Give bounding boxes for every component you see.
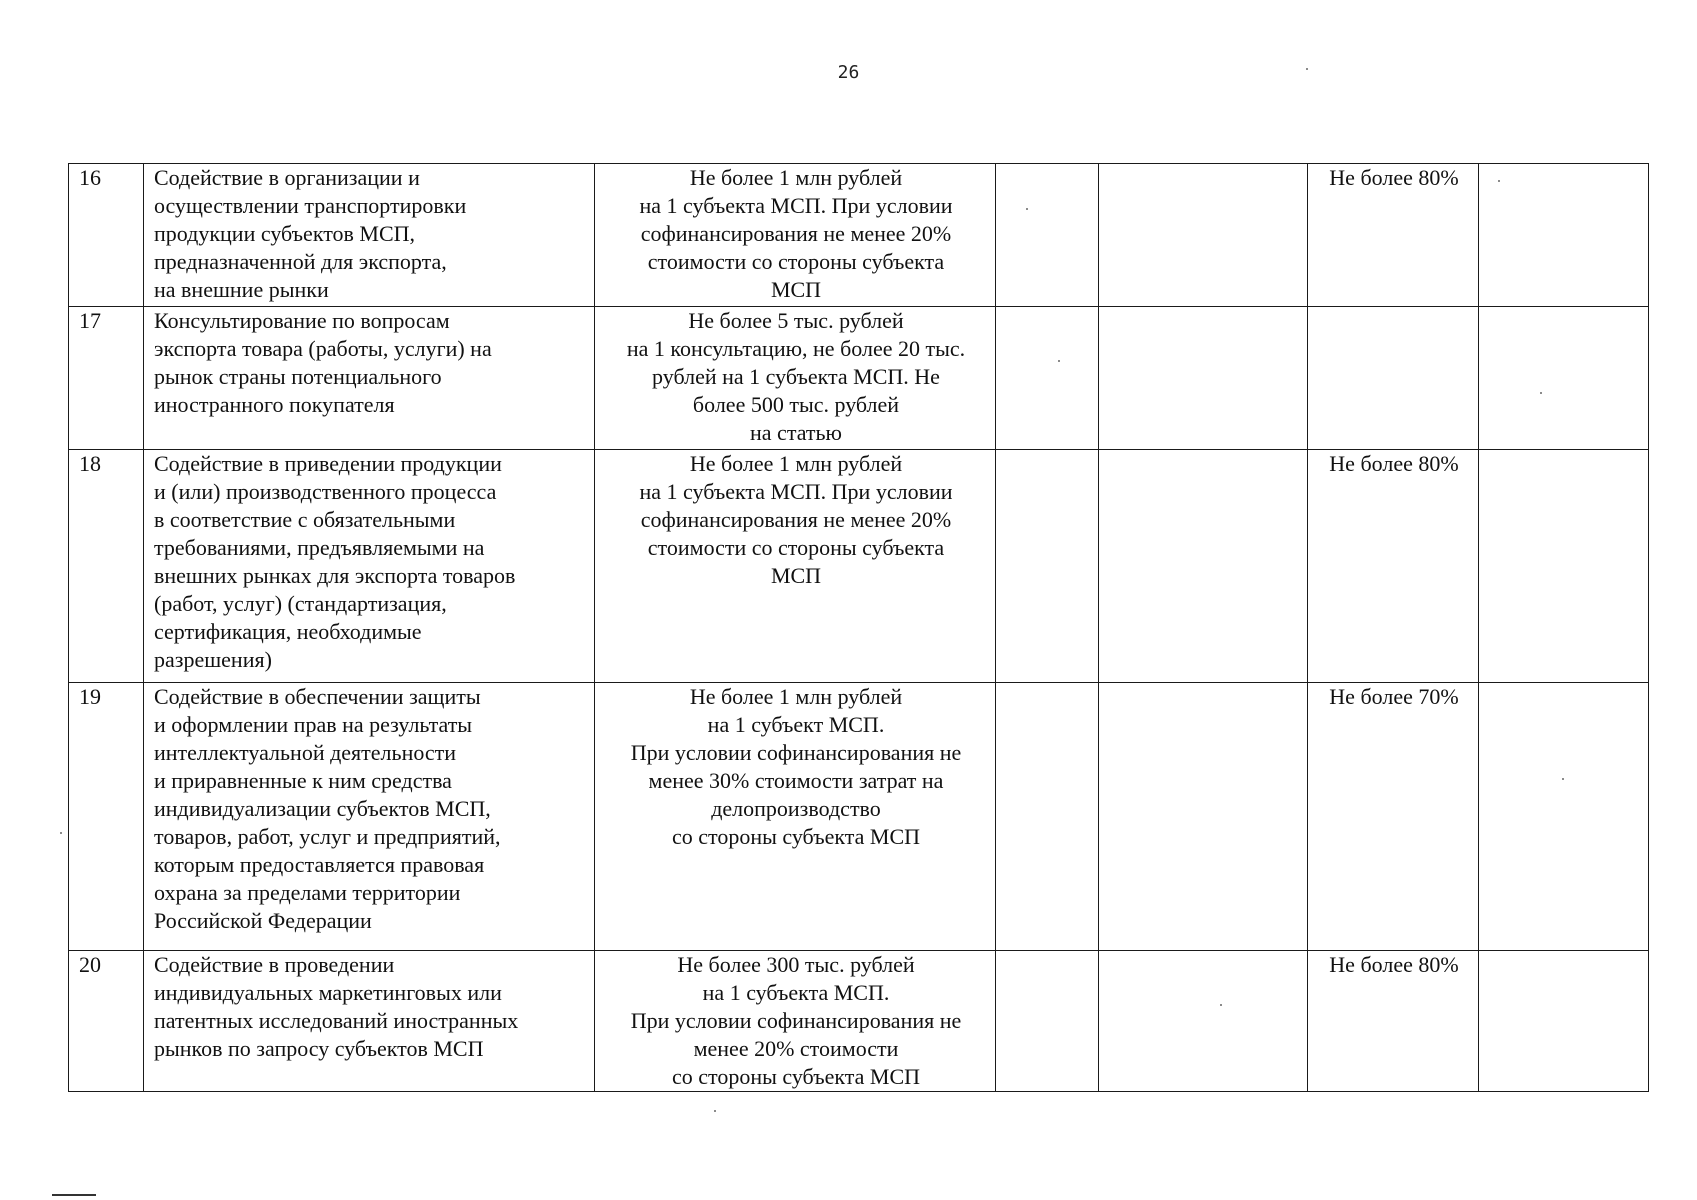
description-line: на внешние рынки — [154, 277, 329, 302]
support-conditions-cell — [595, 164, 996, 307]
condition-line: МСП — [770, 277, 822, 302]
support-conditions-cell — [595, 951, 996, 1092]
max-share-cell — [1308, 450, 1479, 683]
empty-cell — [1099, 683, 1308, 951]
condition-line: При условии софинансирования не — [630, 1008, 962, 1033]
description-line: рынков по запросу субъектов МСП — [154, 1036, 484, 1061]
condition-line: Не более 5 тыс. рублей — [688, 308, 904, 333]
empty-cell — [1099, 450, 1308, 683]
description-line: предназначенной для экспорта, — [154, 249, 447, 274]
scan-speck — [714, 1110, 716, 1112]
description-line: интеллектуальной деятельности — [154, 740, 457, 765]
description-line: индивидуальных маркетинговых или — [154, 980, 502, 1005]
row-number: 16 — [79, 165, 101, 190]
condition-line: на статью — [750, 420, 842, 445]
scan-speck — [1220, 1004, 1222, 1006]
row-number-cell — [69, 164, 144, 307]
scan-speck — [1562, 778, 1564, 780]
description-line: и оформлении прав на результаты — [154, 712, 473, 737]
description-line: Консультирование по вопросам — [154, 308, 450, 333]
description-line: индивидуализации субъектов МСП, — [154, 796, 491, 821]
table-body — [69, 164, 1649, 1092]
description-line: охрана за пределами территории — [154, 880, 461, 905]
condition-line: софинансирования не менее 20% — [640, 507, 952, 532]
scan-speck — [1306, 68, 1308, 70]
description-line: патентных исследований иностранных — [154, 1008, 519, 1033]
condition-line: делопроизводство — [711, 796, 881, 821]
max-share-cell — [1308, 164, 1479, 307]
condition-line: стоимости со стороны субъекта — [647, 249, 945, 274]
condition-line: Не более 1 млн рублей — [689, 451, 903, 476]
description-line: и (или) производственного процесса — [154, 479, 497, 504]
empty-cell — [1479, 683, 1649, 951]
table-row — [69, 307, 1649, 450]
empty-cell — [1479, 951, 1649, 1092]
measure-description-cell — [144, 307, 595, 450]
empty-cell — [1099, 951, 1308, 1092]
empty-cell — [1099, 164, 1308, 307]
description-line: в соответствие с обязательными — [154, 507, 456, 532]
condition-line: МСП — [770, 563, 822, 588]
max-share-value: Не более 80% — [1329, 451, 1459, 476]
description-line: внешних рынках для экспорта товаров — [154, 563, 516, 588]
condition-line: менее 30% стоимости затрат на — [648, 768, 944, 793]
condition-line: Не более 1 млн рублей — [689, 165, 903, 190]
measure-description-cell — [144, 683, 595, 951]
description-line: экспорта товара (работы, услуги) на — [154, 336, 492, 361]
condition-line: со стороны субъекта МСП — [671, 1064, 921, 1089]
max-share-value: Не более 80% — [1329, 165, 1459, 190]
description-line: Российской Федерации — [154, 908, 372, 933]
measures-table — [68, 163, 1649, 1092]
empty-cell — [996, 951, 1099, 1092]
condition-line: При условии софинансирования не — [630, 740, 962, 765]
row-number: 19 — [79, 684, 101, 709]
condition-line: на 1 субъекта МСП. При условии — [639, 479, 953, 504]
condition-line: на 1 субъект МСП. — [707, 712, 885, 737]
max-share-cell — [1308, 307, 1479, 450]
row-number-cell — [69, 951, 144, 1092]
support-conditions-cell — [595, 450, 996, 683]
condition-line: на 1 субъекта МСП. — [702, 980, 890, 1005]
row-number: 18 — [79, 451, 101, 476]
empty-cell — [1479, 164, 1649, 307]
support-conditions-cell — [595, 683, 996, 951]
condition-line: со стороны субъекта МСП — [671, 824, 921, 849]
table-row — [69, 164, 1649, 307]
description-line: Содействие в организации и — [154, 165, 420, 190]
max-share-value: Не более 80% — [1329, 952, 1459, 977]
description-line: товаров, работ, услуг и предприятий, — [154, 824, 501, 849]
table-row — [69, 951, 1649, 1092]
condition-line: на 1 консультацию, не более 20 тыс. — [626, 336, 966, 361]
empty-cell — [1479, 450, 1649, 683]
scan-speck — [1058, 360, 1060, 362]
page-number: 26 — [837, 62, 860, 83]
empty-cell — [996, 164, 1099, 307]
measure-description-cell — [144, 951, 595, 1092]
condition-line: Не более 1 млн рублей — [689, 684, 903, 709]
row-number-cell — [69, 450, 144, 683]
condition-line: софинансирования не менее 20% — [640, 221, 952, 246]
empty-cell — [1099, 307, 1308, 450]
row-number: 20 — [79, 952, 101, 977]
condition-line: более 500 тыс. рублей — [692, 392, 900, 417]
description-line: продукции субъектов МСП, — [154, 221, 416, 246]
measure-description-cell — [144, 164, 595, 307]
description-line: (работ, услуг) (стандартизация, — [154, 591, 447, 616]
table-row — [69, 450, 1649, 683]
condition-line: рублей на 1 субъекта МСП. Не — [652, 364, 940, 389]
table-row — [69, 683, 1649, 951]
description-line: Содействие в обеспечении защиты — [154, 684, 481, 709]
description-line: рынок страны потенциального — [154, 364, 442, 389]
empty-cell — [996, 307, 1099, 450]
description-line: разрешения) — [154, 647, 272, 672]
scan-speck — [1026, 208, 1028, 210]
description-line: Содействие в приведении продукции — [154, 451, 502, 476]
scan-speck — [60, 832, 62, 834]
max-share-cell — [1308, 951, 1479, 1092]
row-number-cell — [69, 683, 144, 951]
row-number: 17 — [79, 308, 101, 333]
description-line: которым предоставляется правовая — [154, 852, 485, 877]
empty-cell — [1479, 307, 1649, 450]
description-line: Содействие в проведении — [154, 952, 395, 977]
empty-cell — [996, 450, 1099, 683]
scan-speck — [1498, 180, 1500, 182]
row-number-cell — [69, 307, 144, 450]
description-line: сертификация, необходимые — [154, 619, 422, 644]
description-line: иностранного покупателя — [154, 392, 395, 417]
condition-line: Не более 300 тыс. рублей — [677, 952, 915, 977]
max-share-value: Не более 70% — [1329, 684, 1459, 709]
scan-speck — [1540, 392, 1542, 394]
measure-description-cell — [144, 450, 595, 683]
footer-rule — [52, 1194, 96, 1196]
max-share-cell — [1308, 683, 1479, 951]
description-line: требованиями, предъявляемыми на — [154, 535, 485, 560]
support-conditions-cell — [595, 307, 996, 450]
description-line: осуществлении транспортировки — [154, 193, 467, 218]
description-line: и приравненные к ним средства — [154, 768, 452, 793]
condition-line: на 1 субъекта МСП. При условии — [639, 193, 953, 218]
empty-cell — [996, 683, 1099, 951]
condition-line: стоимости со стороны субъекта — [647, 535, 945, 560]
condition-line: менее 20% стоимости — [693, 1036, 899, 1061]
